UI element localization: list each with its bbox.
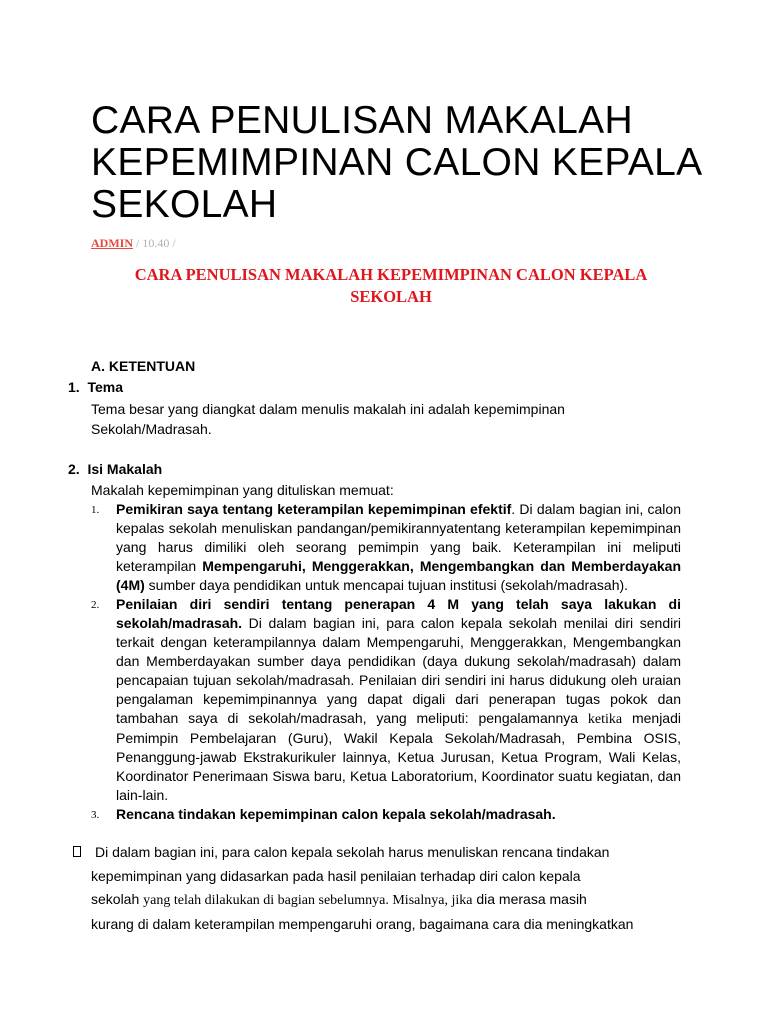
- article-title: CARA PENULISAN MAKALAH KEPEMIMPINAN CALON KEPALA SEKOLAH: [91, 99, 701, 226]
- meta-separator: /: [133, 236, 143, 250]
- list-item-bold: Pemikiran saya tentang keterampilan kepemimpinan efektif: [116, 501, 512, 517]
- list-item-text-2: sumber daya pendidikan untuk mencapai tujuan institusi (sekolah/madrasah).: [144, 577, 629, 593]
- bullet-line-2: kepemimpinan yang didasarkan pada hasil penilaian terhadap diri calon kepala: [91, 867, 581, 884]
- list-marker: 1.: [91, 504, 100, 516]
- isi-makalah-list: [91, 500, 681, 824]
- section-heading-ketentuan: A. KETENTUAN: [91, 358, 196, 374]
- post-time: 10.40: [142, 236, 170, 250]
- item-2-intro: Makalah kepemimpinan yang dituliskan memuat:: [91, 482, 394, 498]
- item-1-number: 1.: [68, 379, 80, 395]
- list-item: [91, 805, 681, 824]
- list-item: [91, 500, 681, 595]
- author-link[interactable]: ADMIN: [91, 236, 133, 250]
- list-marker: 2.: [91, 599, 100, 611]
- list-item-serif: ketika: [587, 712, 623, 727]
- meta-separator-end: /: [169, 236, 176, 250]
- subtitle-line-2: SEKOLAH: [350, 287, 432, 306]
- bullet-text: Di dalam bagian ini, para calon kepala sekolah harus menuliskan rencana tindakan: [95, 844, 610, 860]
- item-1-heading: [68, 379, 123, 395]
- post-meta: [91, 236, 176, 251]
- item-1-label: Tema: [87, 379, 124, 395]
- item-2-heading: [68, 461, 162, 477]
- list-item-text: . Di dalam bagian ini, calon kepalas sekolah menuliskan pandangan/pemikirannyatentang keterampilan kepemimpinan yang harus dimiliki oleh seorang pemimpin yang baik. Keterampilan ini meliputi keterampilan: [116, 501, 681, 574]
- bullet-line-1: [73, 841, 679, 865]
- bullet-text-serif: yang telah dilakukan di bagian sebelumnya. Misalnya, jika: [143, 893, 473, 908]
- list-item-text: Di dalam bagian ini, para calon kepala sekolah menilai diri sendiri terkait dengan keterampilannya dalam Mempengaruhi, Menggerakkan, Mengembangkan dan Memberdayakan sumber daya pendidikan (daya dukung sekolah/madrasah) dalam pencapaian tujuan sekolah/madrasah. Penilaian diri sendiri ini harus didukung oleh uraian pengalaman kepemimpinannya yang dapat digali dari penerapan tugas pokok dan tambahan saya di sekolah/madrasah, yang meliputi: pengalamannya: [116, 615, 681, 726]
- square-bullet-icon: [73, 846, 81, 857]
- bullet-line-4: kurang di dalam keterampilan mempengaruhi orang, bagaimana cara dia meningkatkan: [91, 915, 634, 932]
- bullet-text: dia merasa masih: [472, 891, 587, 907]
- item-2-number: 2.: [68, 461, 80, 477]
- list-item-bold-2: Mempengaruhi, Menggerakkan, Mengembangkan dan Memberdayakan (4M): [116, 558, 681, 593]
- list-item-bold: Penilaian diri sendiri tentang penerapan 4 M yang telah saya lakukan di sekolah/madrasah.: [116, 596, 681, 631]
- item-2-label: Isi Makalah: [87, 461, 163, 477]
- bullet-text: sekolah: [91, 891, 144, 907]
- list-item-text-2: menjadi Pemimpin Pembelajaran (Guru), Wakil Kepala Sekolah/Madrasah, Pembina OSIS, Penanggung-jawab Ekstrakurikuler lainnya, Ketua Jurusan, Ketua Program, Wali Kelas, Koordinator Penerimaan Siswa baru, Ketua Laboratorium, Koordinator suatu kegiatan, dan lain-lain.: [116, 710, 681, 803]
- list-item: [91, 595, 681, 805]
- list-item-bold: Rencana tindakan kepemimpinan calon kepala sekolah/madrasah.: [116, 806, 556, 822]
- bullet-line-3: [73, 888, 679, 913]
- article-subtitle: [91, 264, 691, 308]
- subtitle-line-1: CARA PENULISAN MAKALAH KEPEMIMPINAN CALON KEPALA: [134, 265, 648, 284]
- item-1-text: Tema besar yang diangkat dalam menulis makalah ini adalah kepemimpinan Sekolah/Madrasah.: [91, 401, 565, 437]
- bullet-paragraph: [73, 841, 679, 936]
- list-marker: 3.: [91, 809, 100, 821]
